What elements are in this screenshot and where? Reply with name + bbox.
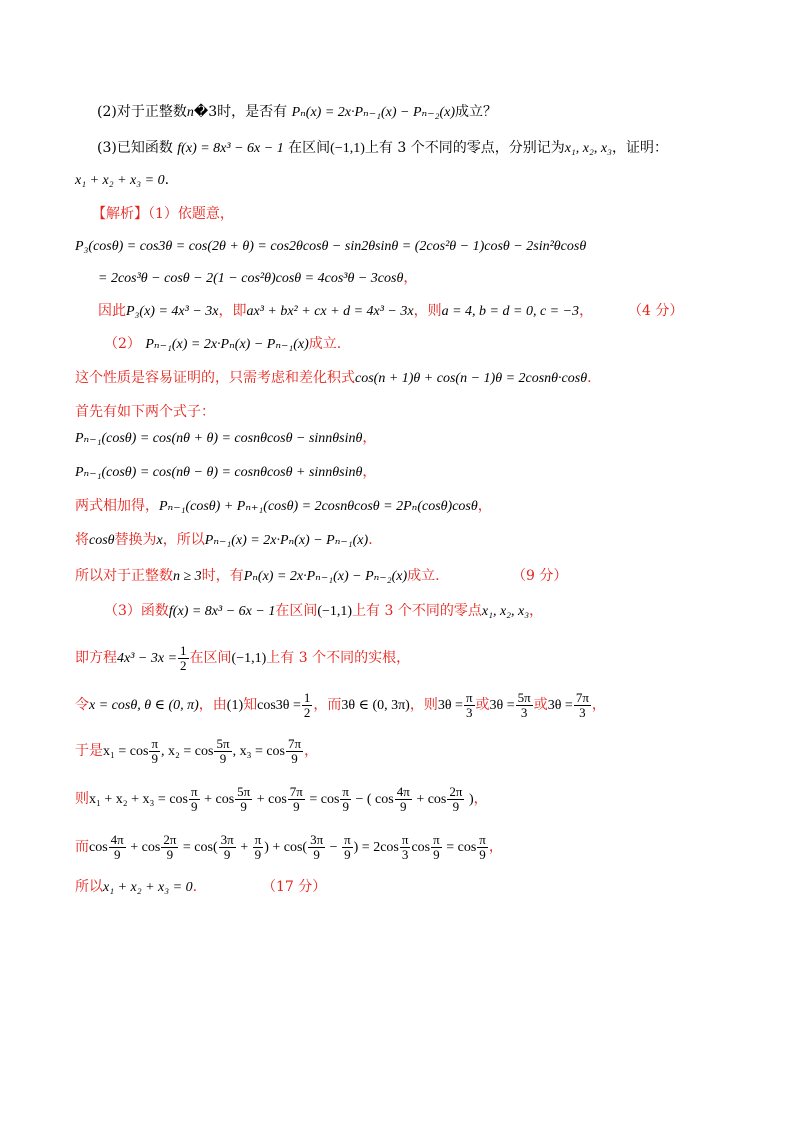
p2-l8-text-a: 所以对于正整数 [75,568,173,584]
q3-function: f(x) = 8x³ − 6x − 1 [177,141,284,156]
frac-num: 1 [303,689,311,705]
frac-num: 1 [180,642,187,658]
fraction-pi-9-f [477,833,488,862]
q2-text-c: 成立？ [455,104,497,120]
frac-den: 3 [401,846,409,862]
frac-den: 9 [291,750,298,766]
q3-text: (3)已知函数 [97,140,173,156]
p3-score-text: （17 分） [262,879,327,895]
frac-num: π [401,831,409,847]
p3-minus-cos: − ( cos [352,792,394,807]
solution-header: 【解析】 [92,206,148,222]
fraction-5pi-3 [516,691,533,720]
fraction-pi-3 [464,691,475,720]
p3-l3-text-c: 知 [243,697,258,713]
solution-header-line [92,204,234,224]
fraction-5pi-9 [214,737,231,766]
frac-num: 2π [449,783,463,799]
part3-label: （3）函数 [104,603,169,619]
frac-num: 3π [220,831,234,847]
frac-den: 2 [303,704,311,720]
p2-identity-1: Pₙ₋₁(cosθ) = cos(nθ + θ) = cosnθcosθ − sinnθsinθ [75,431,363,446]
frac-num: π [344,831,351,847]
p3-or-2: 或 [533,697,548,713]
p3-score [262,877,326,897]
frac-den: 9 [313,846,320,862]
p3-l5-text-a: 则 [75,791,89,807]
fraction-pi-9 [149,737,160,766]
frac-num: 7π [289,783,303,799]
p3-line6 [75,832,503,863]
frac-den: 3 [579,704,586,720]
p3-l1-text-c: 上有 3 个不同的零点 [352,603,482,619]
p2-l7-text-b: 替换为 [114,532,157,548]
p3-line7 [75,877,197,898]
frac-den: 9 [151,750,158,766]
frac-den: 9 [240,798,247,814]
p2-score [512,566,567,586]
q3-claim-line [75,170,169,191]
p1-line2 [98,268,417,289]
p2-end: 成立. [308,336,342,352]
p3-plus-cos-1: + cos [200,792,235,807]
p2-l6-text: 两式相加得， [75,498,159,514]
frac-den: 9 [293,798,300,814]
frac-num: 4π [110,831,124,847]
p3-l4-text-a: 于是 [75,743,103,759]
p3-plus-cos-2: + cos [253,792,287,807]
p3-angle-3: 3θ = [547,698,573,713]
p1-formula-2: = 2cos³θ − cosθ − 2(1 − cos²θ)cosθ = 4cos³θ − 3cosθ [98,271,404,286]
fraction-4pi-9-b [109,833,126,862]
frac-den: 9 [191,798,198,814]
frac-den: 9 [344,846,351,862]
p3-x2: , x₂ = cos [161,744,214,759]
p3-l3-text-e: ，则 [409,697,438,713]
fraction-2pi-9-b [161,833,178,862]
p2-recurrence: Pₙ₋₁(x) = 2x·Pₙ(x) − Pₙ₋₁(x) [204,533,369,548]
p3-l6-text-a: 而 [75,839,89,855]
fraction-one-half-2 [302,691,313,720]
p3-eq-cos-2: = cos [442,840,477,855]
q3-end: . [164,172,170,188]
frac-den: 9 [219,750,227,766]
frac-den: 3 [520,704,528,720]
frac-num: π [342,783,349,799]
p3-angle-2: 3θ = [489,698,515,713]
part1-label: （1）依题意， [148,206,234,222]
p3-line3 [75,690,606,721]
p2-sum-to-product: cos(n + 1)θ + cos(n − 1)θ = 2cosnθ·cosθ [355,371,588,386]
question-2 [97,102,497,123]
frac-num: 7π [288,735,302,751]
p2-l8-text-c: 成立. [407,568,440,584]
p1-compare: ax³ + bx² + cx + d = 4x³ − 3x [246,304,414,319]
p3-l2-text-b: 在区间 [189,650,232,666]
fraction-pi-9-b [340,785,351,814]
p3-ref-1: (1) [226,698,244,713]
p3-substitution: x = cosθ, θ ∈ (0, π) [89,698,199,713]
p1-text-b: ，即 [218,303,247,319]
p3-minus: − [326,840,342,855]
fraction-4pi-9 [395,785,412,814]
p3-range: 3θ ∈ (0, 3π) [341,698,410,713]
fraction-2pi-9 [447,785,464,814]
p3-final: x₁ + x₂ + x₃ = 0 [103,880,193,895]
frac-den: 9 [113,846,121,862]
q2-text: (2)对于正整数 [97,104,187,120]
frac-num: π [479,831,486,847]
frac-den: 9 [342,798,349,814]
p2-x: x [156,533,163,548]
p3-function: f(x) = 8x³ − 6x − 1 [168,604,276,619]
p2-n-condition: n ≥ 3 [173,569,202,584]
p2-score-text: （9 分） [512,568,568,584]
frac-den: 9 [166,846,174,862]
q3-text-b: 在区间 [288,140,331,156]
p3-sum-start: x₁ + x₂ + x₃ = cos [89,792,188,807]
p3-l2-text-c: 上有 3 个不同的实根， [266,650,411,666]
p3-l7-text-a: 所以 [75,879,103,895]
q3-interval: (−1,1) [330,141,365,156]
p2-l7-end: . [368,532,373,548]
p3-rp-plus-cos: ) + cos( [264,840,308,855]
p2-l4-end: ， [362,430,377,446]
p3-eq-2cos: ) = 2cos [353,840,399,855]
p3-l3-text-b: ，由 [198,697,227,713]
p2-line1 [104,334,341,355]
p3-l1-end: ， [529,603,544,619]
frac-den: 3 [465,704,473,720]
p3-l4-end: ， [304,743,319,759]
p1-line2-end: ， [403,270,418,286]
frac-num: 5π [237,783,251,799]
frac-den: 9 [479,846,486,862]
fraction-pi-9-c [253,833,264,862]
p3-rparen: ) [465,792,474,807]
p2-line3 [75,402,215,422]
fraction-pi-9-a [189,785,200,814]
p3-interval: (−1,1) [317,604,353,619]
p2-line5 [75,462,376,483]
p3-eq-cos-lp: = cos( [179,840,218,855]
p3-line5 [75,784,488,815]
q3-claim: x₁ + x₂ + x₃ = 0 [75,173,165,188]
frac-num: π [254,831,262,847]
frac-den: 9 [452,798,460,814]
p1-line3 [98,301,593,322]
p3-l5-end: ， [473,791,488,807]
p3-cos-1: cos [89,840,108,855]
p1-score [628,301,683,321]
frac-den: 9 [433,846,440,862]
p3-zeros: x₁, x₂, x₃ [481,604,530,619]
frac-num: 4π [396,783,410,799]
q2-n-symbol: n [186,105,194,120]
p1-result: P₃(x) = 4x³ − 3x [126,304,219,319]
q3-text-d: ，证明： [611,140,668,156]
fraction-3pi-9 [219,833,236,862]
p2-sum: Pₙ₋₁(cosθ) + Pₙ₊₁(cosθ) = 2cosnθcosθ = 2Pₙ(cosθ)cosθ [159,499,478,514]
frac-num: 5π [517,689,531,705]
p2-l3-text: 首先有如下两个式子： [75,404,215,420]
p2-line7 [75,530,373,551]
p3-equation: 4x³ − 3x = [117,651,178,666]
p3-l3-text-d: ，而 [313,697,342,713]
q2-formula: Pₙ(x) = 2x·Pₙ₋₁(x) − Pₙ₋₂(x) [291,105,455,120]
p2-line4 [75,428,376,449]
p3-line1 [104,601,543,622]
p3-l7-end: . [192,879,198,895]
p3-or-1: 或 [475,697,490,713]
p2-l5-end: ， [362,464,377,480]
q2-glyph: � [193,104,209,120]
fraction-7pi-3 [574,691,591,720]
fraction-3pi-9-b [308,833,325,862]
p2-identity-2: Pₙ₋₁(cosθ) = cos(nθ − θ) = cosnθcosθ + sinnθsinθ [75,465,363,480]
p3-line4 [75,736,318,767]
p2-conclusion: Pₙ(x) = 2x·Pₙ₋₁(x) − Pₙ₋₂(x) [243,569,408,584]
fraction-7pi-9 [286,737,303,766]
fraction-pi-9-e [431,833,442,862]
p3-plus-cos-3: + cos [412,792,447,807]
p3-cos3theta: cos3θ = [257,698,301,713]
fraction-7pi-9-a [288,785,305,814]
p3-cos-2: cos [411,840,431,855]
frac-num: π [465,689,473,705]
frac-num: 2π [163,831,177,847]
p2-cos-theta: cosθ [89,533,115,548]
fraction-pi-9-d [342,833,353,862]
p3-plus: + [236,840,252,855]
frac-num: 5π [216,735,230,751]
frac-den: 9 [400,798,407,814]
p3-l2-text-a: 即方程 [75,650,117,666]
p2-l7-text-a: 将 [75,532,89,548]
p1-formula-1: P₃(cosθ) = cos3θ = cos(2θ + θ) = cos2θcosθ − sin2θsinθ = (2cos²θ − 1)cosθ − 2sin²θcosθ [75,239,587,254]
frac-num: 3π [310,831,324,847]
frac-den: 9 [223,846,231,862]
q3-zeros: x₁, x₂, x₃ [564,141,612,156]
p2-l8-text-b: 时，有 [201,568,244,584]
p1-text-d: ， [579,303,594,319]
p3-eq-cos: = cos [305,792,340,807]
p3-l6-end: ， [488,839,503,855]
frac-den: 2 [180,657,187,673]
fraction-one-half [178,644,189,673]
p2-l2-end: . [587,370,592,386]
p1-coeffs: a = 4, b = d = 0, c = −3 [441,304,580,319]
p2-line6 [75,496,492,517]
part2-label: （2） [104,336,141,352]
p2-l2-text: 这个性质是容易证明的，只需考虑和差化积式 [75,370,355,386]
p3-angle-1: 3θ = [437,698,463,713]
p3-line2 [75,643,410,674]
fraction-pi-3-b [400,833,411,862]
frac-num: 7π [575,689,589,705]
p3-plus-cos-4: + cos [126,840,161,855]
p2-line8 [75,566,440,587]
p3-l1-text-b: 在区间 [275,603,318,619]
fraction-5pi-9-a [235,785,252,814]
p1-text-c: ，则 [413,303,442,319]
frac-den: 9 [254,846,262,862]
p2-l6-end: ， [477,498,492,514]
p3-x3: , x₃ = cos [232,744,286,759]
p3-l2-interval: (−1,1) [231,651,267,666]
p3-l3-text-a: 令 [75,697,89,713]
p3-l3-end: ， [591,697,606,713]
p3-x1: x₁ = cos [103,744,149,759]
frac-num: π [433,831,440,847]
p2-formula: Pₙ₋₁(x) = 2x·Pₙ(x) − Pₙ₋₁(x) [145,337,309,352]
q3-text-c: 上有 3 个不同的零点，分别记为 [364,140,565,156]
p2-l7-text-c: ，所以 [162,532,205,548]
p1-score-text: （4 分） [628,303,684,319]
question-3 [97,138,668,159]
frac-num: π [151,735,159,751]
q2-text-b: 3时，是否有 [208,104,288,120]
p1-text-a: 因此 [98,303,126,319]
p2-line2 [75,368,592,389]
p1-line1 [75,236,586,257]
frac-num: π [191,783,198,799]
